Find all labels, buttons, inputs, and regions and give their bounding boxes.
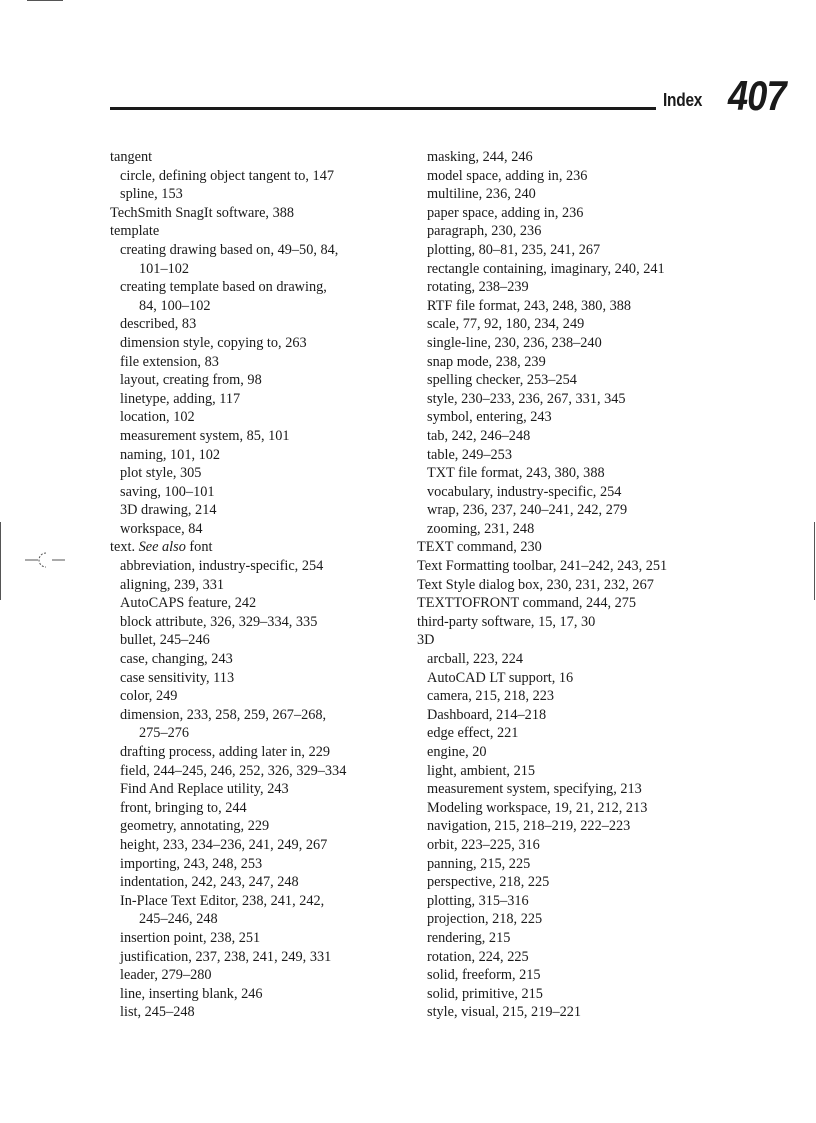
index-sub-entry [417, 278, 717, 297]
entry-text: spelling checker, 253–254 [427, 372, 577, 389]
entry-text: naming, 101, 102 [120, 446, 221, 463]
page-number: 407 [728, 72, 786, 119]
index-sub-entry [110, 1003, 400, 1022]
entry-text: geometry, annotating, 229 [120, 818, 270, 835]
entry-text: height, 233, 234–236, 241, 249, 267 [120, 836, 328, 853]
index-sub-entry [110, 241, 400, 260]
index-sub-entry [110, 334, 400, 353]
entry-text: Text Formatting toolbar, 241–242, 243, 251 [417, 558, 668, 575]
entry-text: linetype, adding, 117 [120, 390, 241, 407]
entry-text: plot style, 305 [120, 465, 202, 482]
entry-text: indentation, 242, 243, 247, 248 [120, 874, 299, 891]
entry-text: masking, 244, 246 [427, 149, 533, 165]
index-sub-entry [110, 892, 400, 911]
entry-text: leader, 279–280 [120, 967, 212, 984]
index-sub-entry [417, 241, 717, 260]
index-sub-entry [110, 501, 400, 520]
index-entry-continuation [110, 724, 400, 743]
entry-text: bullet, 245–246 [120, 632, 210, 649]
entry-text: navigation, 215, 218–219, 222–223 [427, 818, 631, 835]
entry-text: rectangle containing, imaginary, 240, 241 [427, 260, 665, 277]
entry-text: template [110, 223, 160, 240]
entry-text: insertion point, 238, 251 [120, 929, 261, 946]
entry-text: dimension style, copying to, 263 [120, 334, 307, 351]
index-sub-entry [110, 706, 400, 725]
index-sub-entry [417, 817, 717, 836]
index-sub-entry [417, 855, 717, 874]
index-sub-entry [110, 687, 400, 706]
index-sub-entry [110, 408, 400, 427]
entry-text: AutoCAPS feature, 242 [120, 595, 257, 612]
index-sub-entry [417, 260, 717, 279]
index-sub-entry [110, 762, 400, 781]
entry-text: front, bringing to, 244 [120, 799, 247, 816]
entry-text: creating drawing based on, 49–50, 84, [120, 241, 339, 258]
entry-text: scale, 77, 92, 180, 234, 249 [427, 316, 585, 333]
index-sub-entry [417, 780, 717, 799]
entry-text: circle, defining object tangent to, 147 [120, 167, 334, 184]
entry-text: tangent [110, 149, 153, 165]
index-column-left [110, 148, 400, 1022]
index-main-entry [110, 538, 400, 557]
crop-mark-right [814, 522, 815, 600]
entry-text: Modeling workspace, 19, 21, 212, 213 [427, 799, 648, 816]
entry-text: 101–102 [139, 260, 190, 277]
index-sub-entry [110, 669, 400, 688]
index-sub-entry [417, 1003, 717, 1022]
index-sub-entry [417, 669, 717, 688]
index-sub-entry [417, 148, 717, 167]
index-sub-entry [110, 594, 400, 613]
entry-text: list, 245–248 [120, 1004, 195, 1021]
entry-text: engine, 20 [427, 744, 487, 760]
index-sub-entry [110, 446, 400, 465]
entry-text: color, 249 [120, 688, 178, 705]
see-also-label: See also [138, 539, 186, 556]
index-sub-entry [417, 706, 717, 725]
entry-text: abbreviation, industry-specific, 254 [120, 558, 324, 575]
running-header [110, 72, 792, 122]
index-sub-entry [110, 315, 400, 334]
index-main-entry [110, 204, 400, 223]
section-label: Index [663, 90, 703, 110]
index-sub-entry [110, 985, 400, 1004]
entry-text: 275–276 [139, 725, 190, 742]
index-sub-entry [417, 222, 717, 241]
index-sub-entry [417, 315, 717, 334]
index-sub-entry [417, 985, 717, 1004]
index-sub-entry [417, 724, 717, 743]
entry-text: style, visual, 215, 219–221 [427, 1004, 582, 1021]
entry-text: rotating, 238–239 [427, 279, 529, 296]
index-sub-entry [110, 966, 400, 985]
index-sub-entry [417, 948, 717, 967]
entry-text: plotting, 315–316 [427, 892, 529, 909]
index-main-entry [417, 631, 717, 650]
entry-text: line, inserting blank, 246 [120, 985, 263, 1002]
index-main-entry [417, 594, 717, 613]
index-sub-entry [110, 427, 400, 446]
index-main-entry [417, 538, 717, 557]
index-sub-entry [417, 743, 717, 762]
entry-text: importing, 243, 248, 253 [120, 855, 263, 872]
entry-text: Dashboard, 214–218 [427, 706, 547, 723]
index-entry-continuation [110, 910, 400, 929]
entry-text: TechSmith SnagIt software, 388 [110, 204, 295, 221]
crop-mark-top [27, 0, 63, 1]
index-sub-entry [110, 799, 400, 818]
index-sub-entry [110, 855, 400, 874]
entry-text: location, 102 [120, 409, 195, 426]
entry-text: 3D drawing, 214 [120, 502, 217, 519]
entry-text: layout, creating from, 98 [120, 372, 262, 389]
index-sub-entry [417, 799, 717, 818]
entry-text: dimension, 233, 258, 259, 267–268, [120, 706, 327, 723]
entry-text: light, ambient, 215 [427, 762, 536, 779]
index-sub-entry [110, 185, 400, 204]
index-sub-entry [417, 929, 717, 948]
entry-text: spline, 153 [120, 186, 183, 203]
crop-mark-left [0, 522, 1, 600]
entry-text: measurement system, 85, 101 [120, 427, 290, 444]
index-entry-continuation [110, 297, 400, 316]
see-also-target: font [189, 539, 213, 556]
entry-text: style, 230–233, 236, 267, 331, 345 [427, 390, 626, 407]
entry-text: described, 83 [120, 316, 197, 333]
index-sub-entry [110, 817, 400, 836]
index-sub-entry [110, 743, 400, 762]
index-sub-entry [417, 520, 717, 539]
entry-text: zooming, 231, 248 [427, 520, 535, 537]
entry-text: snap mode, 238, 239 [427, 353, 546, 370]
index-sub-entry [110, 464, 400, 483]
index-column-right [417, 148, 717, 1022]
index-sub-entry [417, 687, 717, 706]
index-sub-entry [417, 334, 717, 353]
entry-text: solid, primitive, 215 [427, 985, 543, 1002]
entry-text: AutoCAD LT support, 16 [427, 669, 574, 686]
index-sub-entry [417, 167, 717, 186]
index-sub-entry [417, 353, 717, 372]
entry-text: case sensitivity, 113 [120, 669, 235, 686]
index-main-entry [417, 613, 717, 632]
entry-text: workspace, 84 [120, 520, 203, 537]
index-sub-entry [110, 836, 400, 855]
entry-text: 84, 100–102 [139, 297, 211, 314]
entry-text: camera, 215, 218, 223 [427, 688, 555, 705]
index-sub-entry [417, 371, 717, 390]
entry-text: In-Place Text Editor, 238, 241, 242, [120, 892, 325, 909]
index-sub-entry [110, 167, 400, 186]
entry-text: aligning, 239, 331 [120, 576, 225, 593]
entry-text: vocabulary, industry-specific, 254 [427, 483, 622, 500]
entry-text: file extension, 83 [120, 353, 219, 370]
index-sub-entry [417, 427, 717, 446]
entry-text: text. [110, 539, 136, 556]
index-sub-entry [417, 185, 717, 204]
index-sub-entry [417, 297, 717, 316]
entry-text: multiline, 236, 240 [427, 186, 536, 203]
index-sub-entry [417, 836, 717, 855]
entry-text: edge effect, 221 [427, 725, 519, 742]
index-sub-entry [417, 910, 717, 929]
entry-text: solid, freeform, 215 [427, 967, 541, 984]
entry-text: tab, 242, 246–248 [427, 427, 531, 444]
index-sub-entry [110, 371, 400, 390]
index-sub-entry [417, 501, 717, 520]
entry-text: rendering, 215 [427, 929, 511, 946]
index-sub-entry [110, 520, 400, 539]
index-sub-entry [110, 613, 400, 632]
entry-text: drafting process, adding later in, 229 [120, 744, 331, 760]
index-sub-entry [417, 892, 717, 911]
entry-text: single-line, 230, 236, 238–240 [427, 334, 602, 351]
index-sub-entry [110, 631, 400, 650]
index-sub-entry [417, 446, 717, 465]
entry-text: block attribute, 326, 329–334, 335 [120, 613, 318, 630]
index-main-entry [110, 148, 400, 167]
entry-text: case, changing, 243 [120, 651, 233, 668]
index-main-entry [110, 222, 400, 241]
entry-text: Find And Replace utility, 243 [120, 781, 289, 798]
index-sub-entry [110, 353, 400, 372]
index-sub-entry [110, 576, 400, 595]
entry-text: third-party software, 15, 17, 30 [417, 613, 596, 630]
entry-text: saving, 100–101 [120, 483, 215, 500]
entry-text: model space, adding in, 236 [427, 167, 588, 184]
index-sub-entry [417, 408, 717, 427]
entry-text: TXT file format, 243, 380, 388 [427, 465, 605, 482]
entry-text: wrap, 236, 237, 240–241, 242, 279 [427, 502, 628, 519]
index-sub-entry [417, 464, 717, 483]
index-sub-entry [110, 390, 400, 409]
entry-text: projection, 218, 225 [427, 911, 543, 928]
header-rule [110, 107, 656, 110]
index-sub-entry [110, 929, 400, 948]
entry-text: field, 244–245, 246, 252, 326, 329–334 [120, 762, 347, 779]
registration-mark-icon [24, 548, 66, 572]
entry-text: perspective, 218, 225 [427, 874, 550, 891]
entry-text: creating template based on drawing, [120, 279, 327, 296]
index-sub-entry [110, 650, 400, 669]
index-entry-continuation [110, 260, 400, 279]
index-main-entry [417, 557, 717, 576]
entry-text: RTF file format, 243, 248, 380, 388 [427, 297, 632, 314]
entry-text: justification, 237, 238, 241, 249, 331 [120, 948, 332, 965]
entry-text: 245–246, 248 [139, 911, 218, 928]
entry-text: symbol, entering, 243 [427, 409, 552, 426]
entry-text: panning, 215, 225 [427, 855, 531, 872]
entry-text: orbit, 223–225, 316 [427, 836, 540, 853]
index-sub-entry [110, 873, 400, 892]
entry-text: TEXT command, 230 [417, 539, 542, 556]
entry-text: measurement system, specifying, 213 [427, 781, 642, 798]
entry-text: arcball, 223, 224 [427, 651, 524, 668]
entry-text: rotation, 224, 225 [427, 948, 529, 965]
index-sub-entry [417, 483, 717, 502]
entry-text: table, 249–253 [427, 446, 512, 463]
entry-text: TEXTTOFRONT command, 244, 275 [417, 595, 637, 612]
index-sub-entry [417, 650, 717, 669]
index-sub-entry [110, 780, 400, 799]
index-sub-entry [417, 762, 717, 781]
index-sub-entry [417, 390, 717, 409]
index-sub-entry [417, 204, 717, 223]
index-sub-entry [110, 483, 400, 502]
index-main-entry [417, 576, 717, 595]
entry-text: Text Style dialog box, 230, 231, 232, 267 [417, 576, 654, 593]
index-sub-entry [110, 557, 400, 576]
index-sub-entry [417, 966, 717, 985]
entry-text: paper space, adding in, 236 [427, 204, 584, 221]
index-sub-entry [110, 278, 400, 297]
entry-text: plotting, 80–81, 235, 241, 267 [427, 241, 601, 258]
entry-text: paragraph, 230, 236 [427, 223, 542, 240]
index-sub-entry [417, 873, 717, 892]
entry-text: 3D [417, 632, 435, 649]
index-sub-entry [110, 948, 400, 967]
